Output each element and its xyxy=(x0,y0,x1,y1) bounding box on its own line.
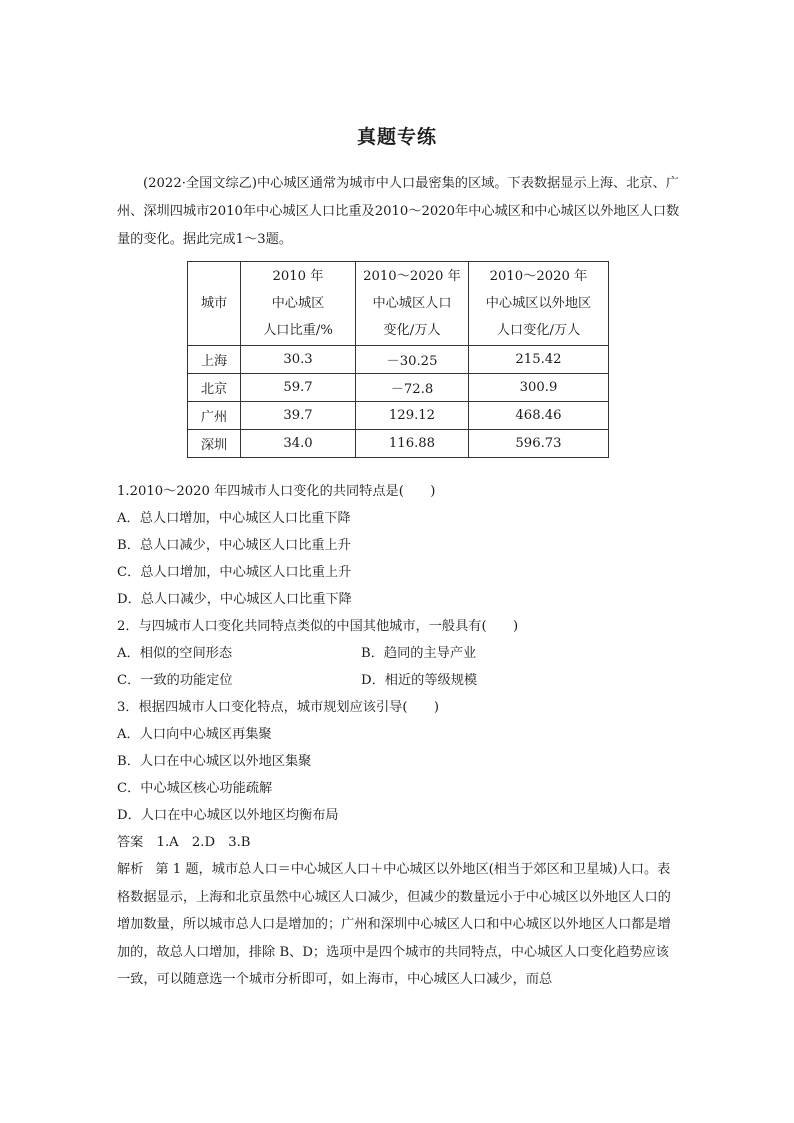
question-1-stem: 1.2010～2020 年四城市人口变化的共同特点是( ) xyxy=(117,484,436,499)
cell-outer-change: 215.42 xyxy=(469,346,609,374)
cell-share: 59.7 xyxy=(241,374,356,402)
analysis xyxy=(117,856,679,994)
q1-option-a: A．总人口增加，中心城区人口比重下降 xyxy=(117,511,351,526)
q2-option-d: D．相近的等级规模 xyxy=(361,673,478,688)
q1-option-c: C．总人口增加，中心城区人口比重上升 xyxy=(117,565,352,580)
question-3-stem: 3．根据四城市人口变化特点，城市规划应该引导( ) xyxy=(117,700,439,715)
cell-city: 广州 xyxy=(188,402,241,430)
cell-share: 39.7 xyxy=(241,402,356,430)
header-outer-change: 2010～2020 年 中心城区以外地区 人口变化/万人 xyxy=(469,262,609,346)
cell-center-change: 129.12 xyxy=(356,402,469,430)
cell-share: 30.3 xyxy=(241,346,356,374)
header-city: 城市 xyxy=(188,262,241,346)
table-row xyxy=(188,346,609,374)
q2-option-c: C．一致的功能定位 xyxy=(117,673,233,688)
table-header-row xyxy=(188,262,609,346)
cell-outer-change: 300.9 xyxy=(469,374,609,402)
q3-option-c: C．中心城区核心功能疏解 xyxy=(117,781,273,796)
q2-options-row-2 xyxy=(117,667,687,694)
header-share: 2010 年 中心城区 人口比重/% xyxy=(241,262,356,346)
analysis-label: 解析 xyxy=(117,862,144,877)
table-row xyxy=(188,374,609,402)
cell-center-change: 116.88 xyxy=(356,430,469,458)
q3-option-b: B．人口在中心城区以外地区集聚 xyxy=(117,754,312,769)
cell-outer-change: 596.73 xyxy=(469,430,609,458)
q1-option-d: D．总人口减少，中心城区人口比重下降 xyxy=(117,592,352,607)
table-row xyxy=(188,402,609,430)
cell-city: 深圳 xyxy=(188,430,241,458)
population-table xyxy=(187,261,609,458)
q2-options-row-1 xyxy=(117,640,687,667)
cell-center-change: －72.8 xyxy=(356,374,469,402)
q2-option-b: B．趋同的主导产业 xyxy=(361,646,477,661)
page-title: 真题专练 xyxy=(356,126,437,148)
question-intro xyxy=(117,170,682,254)
cell-outer-change: 468.46 xyxy=(469,402,609,430)
q3-option-d: D．人口在中心城区以外地区均衡布局 xyxy=(117,808,339,823)
cell-center-change: －30.25 xyxy=(356,346,469,374)
cell-city: 北京 xyxy=(188,374,241,402)
analysis-text: 第 1 题，城市总人口＝中心城区人口＋中心城区以外地区(相当于郊区和卫星城)人口。表格数据显示，上海和北京虽然中心城区人口减少，但减少的数量远小于中心城区以外地区人口的增加数量，所以城市总人口是增加的；广州和深圳中心城区人口和中心城区以外地区人口都是增加的，故总人口增加，排除 B、D；选项中是四个城市的共同特点，中心城区人口变化趋势应该一致，可以随意选一个城市分析即可，如上海市，中心城区人口减少，而总 xyxy=(117,862,671,987)
intro-text: (2022·全国文综乙)中心城区通常为城市中人口最密集的区域。下表数据显示上海、北京、广州、深圳四城市2010年中心城区人口比重及2010～2020年中心城区和中心城区以外地区人口数量的变化。据此完成1～3题。 xyxy=(117,176,680,247)
header-center-change: 2010～2020 年 中心城区人口 变化/万人 xyxy=(356,262,469,346)
cell-share: 34.0 xyxy=(241,430,356,458)
cell-city: 上海 xyxy=(188,346,241,374)
q1-option-b: B．总人口减少，中心城区人口比重上升 xyxy=(117,538,351,553)
questions xyxy=(117,478,687,994)
question-2-stem: 2．与四城市人口变化共同特点类似的中国其他城市，一般具有( ) xyxy=(117,619,519,634)
table-row xyxy=(188,430,609,458)
q3-option-a: A．人口向中心城区再集聚 xyxy=(117,727,272,742)
answer-line: 答案 1.A 2.D 3.B xyxy=(117,835,251,850)
q2-option-a: A．相似的空间形态 xyxy=(117,646,233,661)
